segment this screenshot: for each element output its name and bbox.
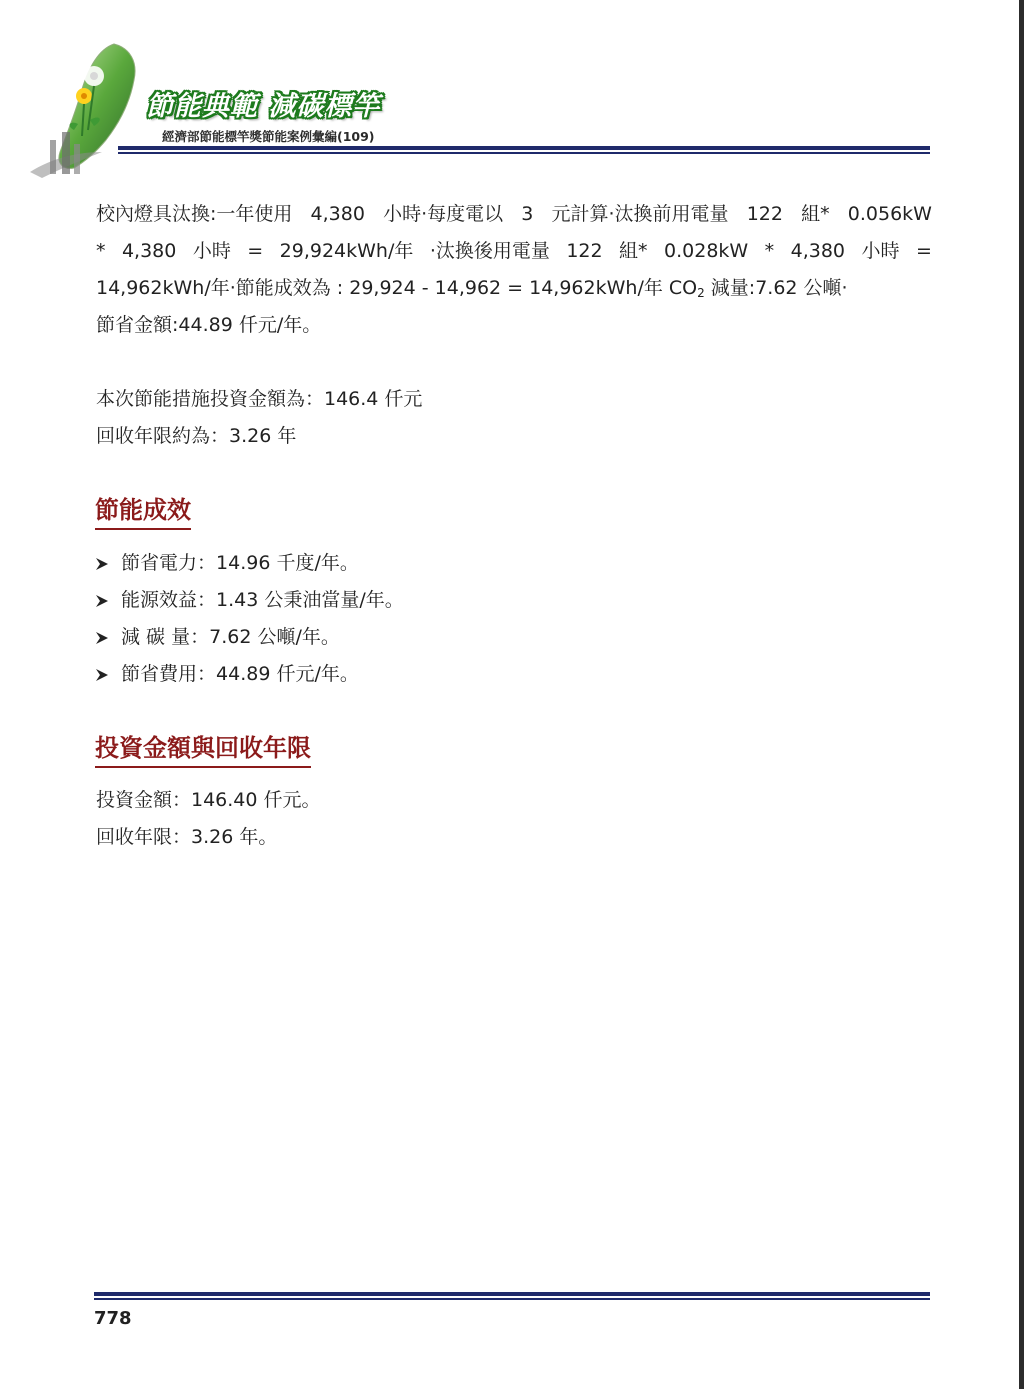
bullet-separator: ： xyxy=(190,626,210,648)
text-segment: 組* xyxy=(801,203,830,225)
bullet-separator: ： xyxy=(197,589,217,611)
para1-line2 xyxy=(96,233,932,270)
text-segment: 小時 xyxy=(861,240,900,262)
text-segment: 校內燈具汰換:一年使用 xyxy=(96,203,293,225)
text-segment: 0.028kW xyxy=(664,240,749,262)
list-item xyxy=(95,656,404,693)
bullet-label: 減 碳 量 xyxy=(121,626,191,648)
effect-bullet-list xyxy=(95,545,404,693)
text-segment: 3 xyxy=(521,203,534,225)
bullet-label: 節省費用 xyxy=(121,663,198,685)
list-item xyxy=(95,545,404,582)
text-segment: 4,380 xyxy=(310,203,365,225)
arrowhead-bullet-icon xyxy=(95,557,121,571)
text-segment: 組* xyxy=(619,240,648,262)
text-segment: 122 xyxy=(746,203,783,225)
arrowhead-bullet-icon xyxy=(95,668,121,682)
payback-line: 回收年限約為：3.26 年 xyxy=(96,425,297,447)
investment-amount-line: 投資金額：146.40 仟元。 xyxy=(96,789,321,811)
text-segment: 122 xyxy=(566,240,603,262)
text-segment: 4,380 xyxy=(790,240,846,262)
text-segment: 元計算‧汰換前用電量 xyxy=(551,203,729,225)
list-item xyxy=(95,619,404,656)
subscript: 2 xyxy=(697,286,705,300)
text-segment: ‧汰換後用電量 xyxy=(429,240,550,262)
footer-divider-thin xyxy=(94,1298,930,1300)
header-subtitle: 經濟部節能標竿獎節能案例彙編(109) xyxy=(162,129,375,144)
arrowhead-bullet-icon xyxy=(95,594,121,608)
text-segment: * xyxy=(96,240,106,262)
bullet-value: 14.96 千度/年。 xyxy=(216,552,359,574)
bullet-value: 1.43 公秉油當量/年。 xyxy=(216,589,404,611)
bullet-separator: ： xyxy=(197,663,217,685)
arrowhead-bullet-icon xyxy=(95,631,121,645)
text-segment: 4,380 xyxy=(121,240,177,262)
bullet-separator: ： xyxy=(197,552,217,574)
text-segment: 小時 xyxy=(192,240,231,262)
header-title: 節能典範 減碳標竿 xyxy=(146,91,381,122)
para1-line1 xyxy=(96,196,932,233)
bullet-value: 7.62 公噸/年。 xyxy=(209,626,340,648)
investment-payback-line: 回收年限：3.26 年。 xyxy=(96,826,278,848)
bullet-label: 節省電力 xyxy=(121,552,198,574)
page-edge-border xyxy=(1019,0,1024,1389)
invest-line: 本次節能措施投資金額為：146.4 仟元 xyxy=(96,388,423,410)
page-number: 778 xyxy=(94,1308,132,1329)
taiwan-map-logo-icon xyxy=(22,40,162,180)
text-segment: * xyxy=(764,240,775,262)
text-segment: = xyxy=(915,240,932,262)
header-divider xyxy=(118,146,930,150)
bullet-label: 能源效益 xyxy=(121,589,198,611)
header-divider-thin xyxy=(118,152,930,154)
section-heading-investment: 投資金額與回收年限 xyxy=(95,728,311,768)
text-segment: 29,924kWh/年 xyxy=(279,240,414,262)
text-segment: 小時‧每度電以 xyxy=(383,203,504,225)
text-segment: 0.056kW xyxy=(847,203,932,225)
para1-line4: 節省金額:44.89 仟元/年。 xyxy=(96,314,322,336)
para1-line3 xyxy=(96,270,848,312)
text-segment: 減量:7.62 公噸‧ xyxy=(704,277,848,299)
text-segment: = xyxy=(247,240,264,262)
footer-divider xyxy=(94,1292,930,1296)
list-item xyxy=(95,582,404,619)
bullet-value: 44.89 仟元/年。 xyxy=(216,663,359,685)
text-segment: 14,962kWh/年‧節能成效為 : 29,924 - 14,962 = 14,962kWh/年 CO xyxy=(96,277,698,299)
section-heading-effect: 節能成效 xyxy=(95,490,191,530)
